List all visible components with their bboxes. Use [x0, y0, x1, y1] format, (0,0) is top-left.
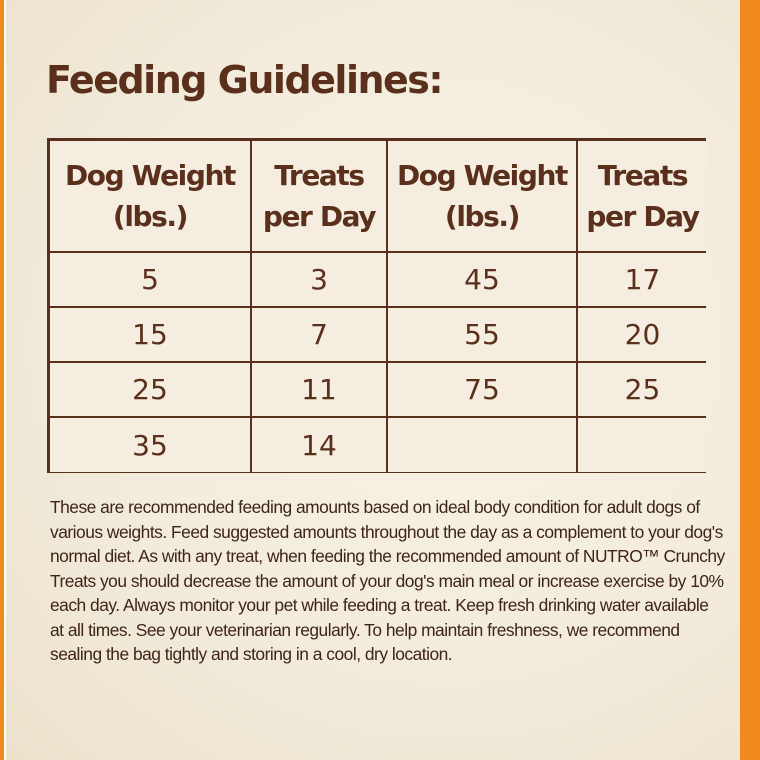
table-cell-empty — [388, 418, 576, 472]
table-cell: 14 — [252, 418, 386, 472]
header-line: Dog Weight — [396, 159, 568, 192]
table-cell: 3 — [252, 253, 386, 306]
table-cell: 17 — [578, 253, 707, 306]
header-line: Dog Weight — [64, 159, 236, 192]
header-dog-weight-2 — [388, 141, 576, 251]
header-line: Treats — [274, 159, 364, 192]
header-treats-per-day-2 — [578, 141, 707, 251]
header-line: (lbs.) — [444, 200, 520, 233]
table-cell: 35 — [50, 418, 250, 472]
header-dog-weight-1 — [50, 141, 250, 251]
feeding-table — [47, 138, 706, 473]
header-line: per Day — [262, 200, 376, 233]
header-treats-per-day-1 — [252, 141, 386, 251]
left-orange-edge — [0, 0, 4, 760]
table-cell: 5 — [50, 253, 250, 306]
page-title: Feeding Guidelines: — [46, 58, 443, 102]
table-cell: 75 — [388, 363, 576, 416]
table-cell-empty — [578, 418, 707, 472]
table-cell: 7 — [252, 308, 386, 361]
right-orange-edge — [740, 0, 760, 760]
table-cell: 20 — [578, 308, 707, 361]
header-line: per Day — [586, 200, 699, 233]
header-line: Treats — [597, 159, 688, 192]
table-cell: 15 — [50, 308, 250, 361]
feeding-note: These are recommended feeding amounts based on ideal body condition for adult dogs of various weights. Feed suggested amounts throughout the day as a complement to your dog's normal diet. As with any treat, when feeding the recommended amount of NUTRO™ Crunchy Treats you should decrease the amount of your dog's main meal or increase exercise by 10% each day. Always monitor your pet while feeding a treat. Keep fresh drinking water available at all times. See your veterinarian regularly. To help maintain freshness, we recommend sealing the bag tightly and storing in a cool, dry location. — [50, 497, 725, 664]
header-line: (lbs.) — [112, 200, 188, 233]
table-cell: 25 — [578, 363, 707, 416]
table-cell: 55 — [388, 308, 576, 361]
table-cell: 25 — [50, 363, 250, 416]
table-cell: 45 — [388, 253, 576, 306]
table-cell: 11 — [252, 363, 386, 416]
